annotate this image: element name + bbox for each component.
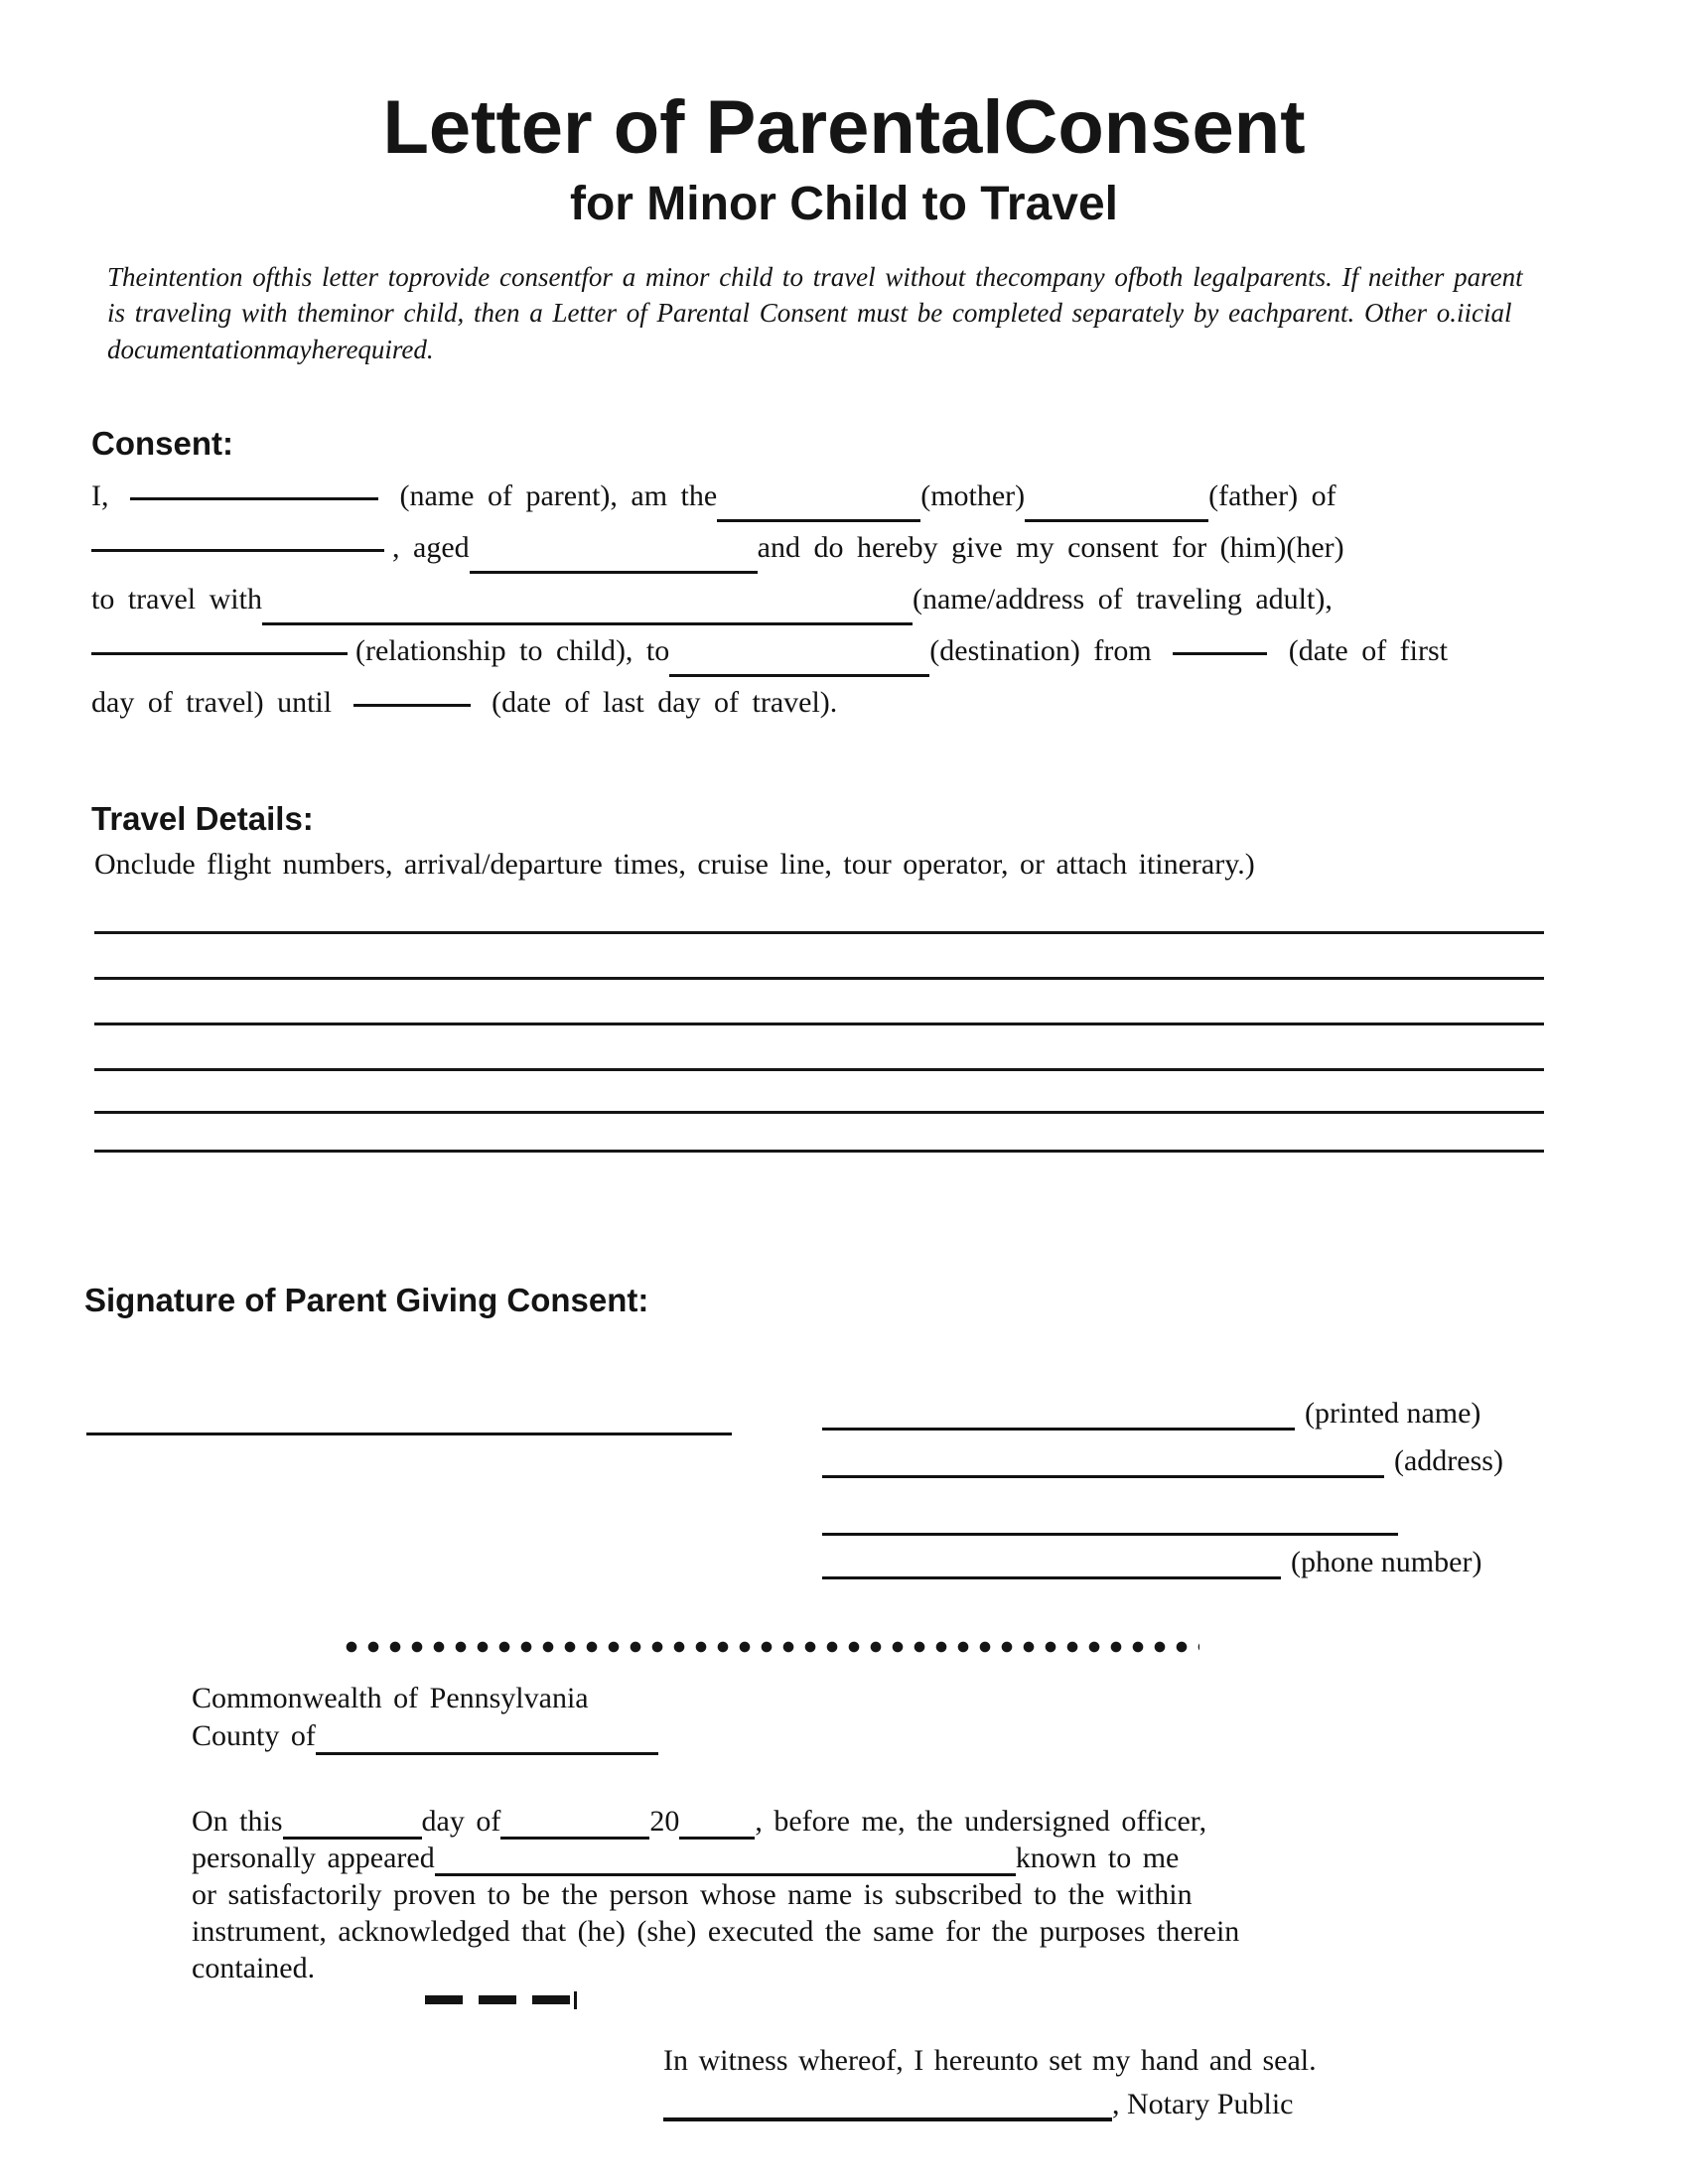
travel-details-lines [94,931,1544,1153]
signature-section-heading: Signature of Parent Giving Consent: [84,1282,649,1319]
notary-line-4: instrument, acknowledged that (he) (she) executed the same for the purposes therein [192,1915,1240,1949]
signature-block [0,1397,1688,1593]
day-blank[interactable] [283,1807,422,1840]
address-line-2[interactable] [822,1503,1398,1536]
consent-text: (mother) [920,479,1026,513]
address-row [822,1444,1503,1478]
notary-signature-row [663,2088,1688,2121]
county-label: County of [192,1719,316,1753]
witness-statement: In witness whereof, I hereunto set my hand and seal. [663,2044,1317,2078]
travel-detail-line-1[interactable] [94,931,1544,934]
notary-line-3: or satisfactorily proven to be the person whose name is subscribed to the within [192,1878,1193,1912]
consent-text: (destination) from [929,634,1152,668]
mother-blank[interactable] [717,489,920,522]
dotted-divider-icon [346,1641,1199,1654]
notary-text: known to me [1015,1842,1180,1875]
dash-mark-1 [425,1995,463,2004]
consent-text: , aged [392,531,470,565]
consent-heading: Consent: [91,425,233,463]
tick-mark [574,1991,577,2009]
notary-venue-block [192,1680,1688,1755]
signature-left-column [86,1397,732,1593]
consent-text: (name of parent), am the [399,479,718,513]
county-line [192,1717,1688,1755]
printed-name-line[interactable] [822,1398,1295,1431]
signature-right-column [822,1397,1503,1593]
travel-detail-line-2[interactable] [94,977,1544,980]
first-travel-date-blank[interactable] [1173,652,1267,655]
travel-detail-line-5[interactable] [94,1111,1544,1114]
consent-text: and do hereby give my consent for (him)(her) [757,531,1344,565]
consent-line-2 [91,522,1601,574]
travel-detail-line-3[interactable] [94,1023,1544,1025]
month-blank[interactable] [500,1807,649,1840]
travel-details-heading: Travel Details: [91,800,314,838]
intro-paragraph: Theintention ofthis letter toprovide consentfor a minor child to travel without thecompany ofboth legalparents. If neither parent is traveling with theminor child, then a Letter of Parental Consent must be completed separately by eachparent. Other o.iicial documentationmayherequired. [107,262,1523,364]
printed-name-row [822,1397,1503,1431]
traveling-adult-blank[interactable] [262,593,913,625]
notary-signature-line[interactable] [663,2088,1112,2121]
notary-text: personally appeared [192,1842,435,1875]
address-label: (address) [1394,1444,1503,1478]
phone-number-line[interactable] [822,1547,1281,1579]
child-name-blank[interactable] [91,549,384,552]
travel-details-note: Onclude flight numbers, arrival/departure times, cruise line, tour operator, or attach itinerary.) [94,848,1255,882]
consent-text: (date of last day of travel). [492,686,838,720]
parent-name-blank[interactable] [130,497,378,500]
notary-public-label: , Notary Public [1112,2088,1294,2121]
printed-name-label: (printed name) [1305,1397,1481,1431]
consent-text: I, [91,479,109,513]
consent-text: (relationship to child), to [355,634,670,668]
document-title: Letter of ParentalConsent [382,85,1306,170]
appeared-name-blank[interactable] [435,1843,1016,1876]
consent-text: (name/address of traveling adult), [912,583,1333,616]
consent-paragraph [91,471,1601,729]
consent-text: to travel with [91,583,262,616]
last-travel-date-blank[interactable] [353,704,471,707]
consent-text: day of travel) until [91,686,333,720]
consent-line-1 [91,471,1601,522]
commonwealth-line: Commonwealth of Pennsylvania [192,1682,589,1715]
notary-line-5: contained. [192,1952,316,1985]
document-subtitle: for Minor Child to Travel [569,178,1119,230]
travel-detail-line-4[interactable] [94,1068,1544,1071]
notary-line-1 [192,1803,1688,1840]
notary-text: , before me, the undersigned officer, [755,1805,1207,1839]
consent-text: (date of first [1288,634,1449,668]
address-line[interactable] [822,1445,1384,1478]
dash-mark-3 [532,1995,570,2004]
phone-row [822,1546,1503,1579]
age-blank[interactable] [470,541,758,574]
relationship-blank[interactable] [91,652,348,655]
consent-line-3 [91,574,1601,625]
dash-mark-2 [479,1995,516,2004]
notary-line-2 [192,1840,1688,1876]
notary-acknowledgment [192,1803,1688,1986]
travel-detail-line-6[interactable] [94,1150,1544,1153]
parent-signature-line[interactable] [86,1397,732,1435]
dash-marks-icon [425,1990,1688,2010]
year-blank[interactable] [679,1807,755,1840]
notary-text: 20 [649,1805,680,1839]
address-row-2 [822,1502,1503,1536]
father-blank[interactable] [1025,489,1208,522]
consent-line-5 [91,677,1601,729]
notary-text: day of [421,1805,501,1839]
notary-text: On this [192,1805,283,1839]
phone-number-label: (phone number) [1291,1546,1482,1579]
county-blank[interactable] [316,1722,658,1755]
consent-line-4 [91,625,1601,677]
destination-blank[interactable] [669,644,929,677]
consent-text: (father) of [1208,479,1336,513]
